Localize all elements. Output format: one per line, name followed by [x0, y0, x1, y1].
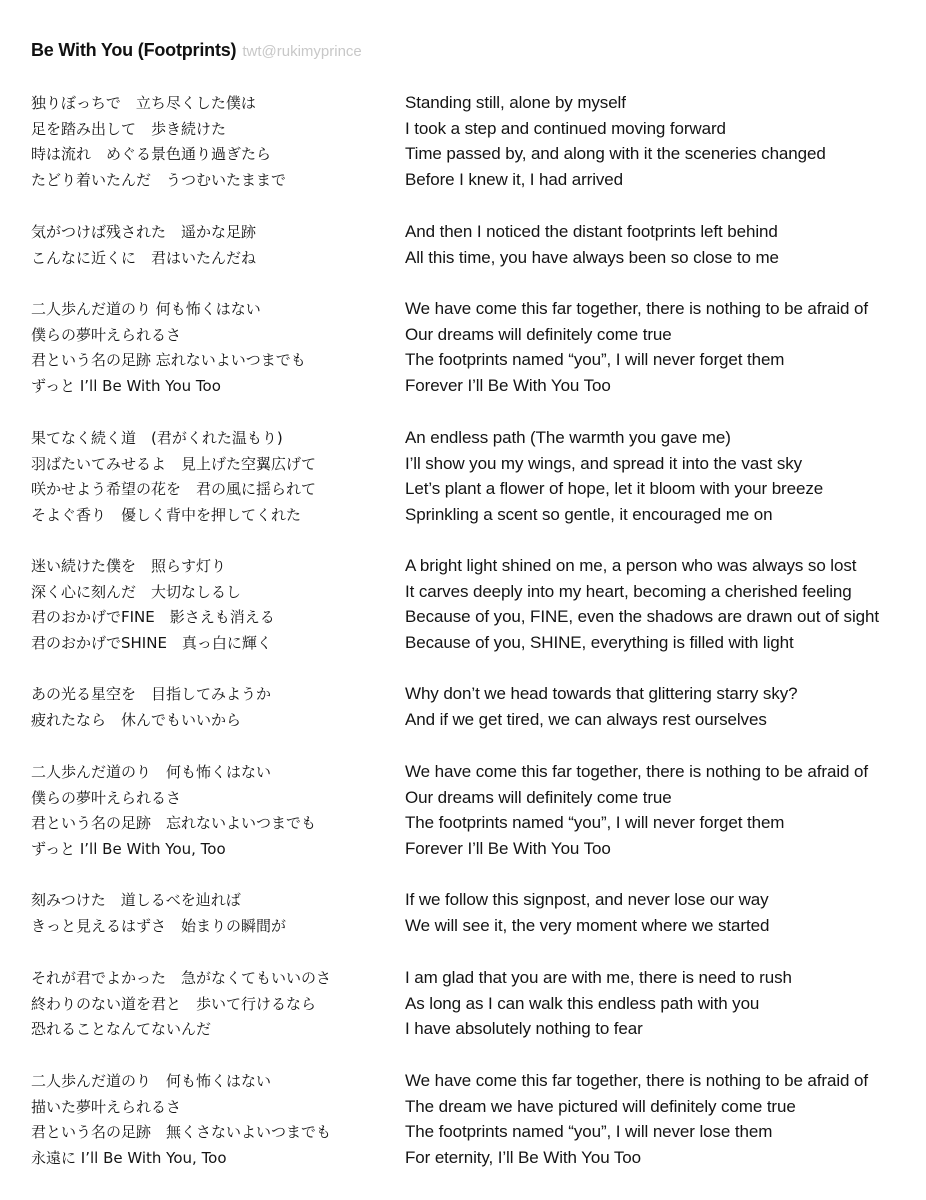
english-translation: All this time, you have always been so close to me [405, 248, 779, 267]
japanese-lyric: あの光る星空を 目指してみようか [31, 685, 272, 703]
japanese-lyric: きっと見えるはずさ 始まりの瞬間が [31, 917, 287, 935]
lyric-line [0, 759, 926, 785]
lyric-line [0, 681, 926, 707]
japanese-lyric: そよぐ香り 優しく背中を押してくれた [31, 506, 302, 524]
japanese-lyric: 果てなく続く道 (君がくれた温もり) [31, 429, 283, 447]
english-translation: Let’s plant a flower of hope, let it bloom with your breeze [405, 479, 824, 498]
japanese-lyric: 二人歩んだ道のり 何も怖くはない [31, 1072, 272, 1090]
lyric-line [0, 373, 926, 399]
japanese-lyric: 気がつけば残された 遥かな足跡 [31, 223, 257, 241]
english-translation: We have come this far together, there is nothing to be afraid of [405, 299, 868, 318]
english-translation: Because of you, FINE, even the shadows are drawn out of sight [405, 607, 879, 626]
japanese-lyric: ずっと I’ll Be With You Too [31, 377, 221, 395]
japanese-lyric: 独りぼっちで 立ち尽くした僕は [31, 94, 256, 112]
english-translation: The footprints named “you”, I will never forget them [405, 813, 785, 832]
japanese-lyric: 深く心に刻んだ 大切なしるし [31, 583, 242, 601]
english-translation: I took a step and continued moving forward [405, 119, 726, 138]
english-translation: Our dreams will definitely come true [405, 325, 672, 344]
translator-credit: twt@rukimyprince [242, 43, 362, 60]
japanese-lyric: 二人歩んだ道のり 何も怖くはない [31, 763, 272, 781]
english-translation: Our dreams will definitely come true [405, 788, 672, 807]
japanese-lyric: 二人歩んだ道のり 何も怖くはない [31, 300, 261, 318]
lyric-line [0, 913, 926, 939]
english-translation: Forever I’ll Be With You Too [405, 839, 611, 858]
lyric-line [0, 1119, 926, 1145]
lyric-line [0, 322, 926, 348]
lyric-line [0, 553, 926, 579]
song-title: Be With You (Footprints) [31, 40, 237, 60]
lyric-line [0, 1145, 926, 1171]
english-translation: We have come this far together, there is nothing to be afraid of [405, 762, 868, 781]
japanese-lyric: 迷い続けた僕を 照らす灯り [31, 557, 227, 575]
lyric-line [0, 1094, 926, 1120]
lyric-line [0, 991, 926, 1017]
japanese-lyric: たどり着いたんだ うつむいたままで [31, 171, 287, 189]
japanese-lyric: 恐れることなんてないんだ [31, 1020, 212, 1038]
japanese-lyric: 永遠に I’ll Be With You, Too [31, 1149, 227, 1167]
japanese-lyric: 君のおかげでSHINE 真っ白に輝く [31, 634, 272, 652]
english-translation: An endless path (The warmth you gave me) [405, 428, 731, 447]
lyric-line [0, 167, 926, 193]
english-translation: It carves deeply into my heart, becoming a cherished feeling [405, 582, 852, 601]
english-translation: Sprinkling a scent so gentle, it encouraged me on [405, 505, 773, 524]
japanese-lyric: 時は流れ めぐる景色通り過ぎたら [31, 145, 272, 163]
lyric-line [0, 502, 926, 528]
english-translation: Forever I’ll Be With You Too [405, 376, 611, 395]
lyric-line [0, 296, 926, 322]
lyric-line [0, 219, 926, 245]
lyric-line [0, 887, 926, 913]
lyric-line [0, 604, 926, 630]
english-translation: The dream we have pictured will definitely come true [405, 1097, 796, 1116]
english-translation: We have come this far together, there is nothing to be afraid of [405, 1071, 868, 1090]
lyric-line [0, 836, 926, 862]
lyric-line [0, 630, 926, 656]
japanese-lyric: ずっと I’ll Be With You, Too [31, 840, 226, 858]
lyric-line [0, 785, 926, 811]
japanese-lyric: 君のおかげでFINE 影さえも消える [31, 608, 275, 626]
lyric-line [0, 90, 926, 116]
english-translation: For eternity, I’ll Be With You Too [405, 1148, 641, 1167]
lyric-line [0, 347, 926, 373]
english-translation: Standing still, alone by myself [405, 93, 626, 112]
english-translation: I’ll show you my wings, and spread it into the vast sky [405, 454, 803, 473]
japanese-lyric: 描いた夢叶えられるさ [31, 1098, 182, 1116]
japanese-lyric: 終わりのない道を君と 歩いて行けるなら [31, 995, 317, 1013]
lyric-line [0, 425, 926, 451]
japanese-lyric: 羽ばたいてみせるよ 見上げた空翼広げて [31, 455, 317, 473]
english-translation: A bright light shined on me, a person who was always so lost [405, 556, 857, 575]
english-translation: The footprints named “you”, I will never lose them [405, 1122, 773, 1141]
lyric-line [0, 810, 926, 836]
english-translation: Before I knew it, I had arrived [405, 170, 624, 189]
lyric-line [0, 965, 926, 991]
lyric-line [0, 707, 926, 733]
english-translation: We will see it, the very moment where we started [405, 916, 770, 935]
japanese-lyric: 僕らの夢叶えられるさ [31, 789, 182, 807]
lyric-line [0, 1016, 926, 1042]
japanese-lyric: 僕らの夢叶えられるさ [31, 326, 182, 344]
japanese-lyric: 疲れたなら 休んでもいいから [31, 711, 242, 729]
lyric-line [0, 451, 926, 477]
english-translation: Why don’t we head towards that glittering starry sky? [405, 684, 798, 703]
english-translation: If we follow this signpost, and never lose our way [405, 890, 769, 909]
english-translation: I am glad that you are with me, there is need to rush [405, 968, 792, 987]
japanese-lyric: 君という名の足跡 忘れないよいつまでも [31, 814, 317, 832]
lyric-line [0, 141, 926, 167]
japanese-lyric: こんなに近くに 君はいたんだね [31, 249, 257, 267]
lyric-line [0, 1068, 926, 1094]
japanese-lyric: 刻みつけた 道しるべを辿れば [31, 891, 241, 909]
english-translation: And then I noticed the distant footprints left behind [405, 222, 778, 241]
lyric-line [0, 245, 926, 271]
english-translation: Because of you, SHINE, everything is filled with light [405, 633, 794, 652]
lyric-line [0, 579, 926, 605]
english-translation: As long as I can walk this endless path with you [405, 994, 760, 1013]
header [31, 40, 362, 68]
japanese-lyric: 君という名の足跡 忘れないよいつまでも [31, 351, 306, 369]
lyric-line [0, 476, 926, 502]
japanese-lyric: 咲かせよう希望の花を 君の風に揺られて [31, 480, 317, 498]
japanese-lyric: 君という名の足跡 無くさないよいつまでも [31, 1123, 332, 1141]
english-translation: And if we get tired, we can always rest ourselves [405, 710, 767, 729]
japanese-lyric: それが君でよかった 急がなくてもいいのさ [31, 969, 332, 987]
japanese-lyric: 足を踏み出して 歩き続けた [31, 120, 227, 138]
lyric-line [0, 116, 926, 142]
english-translation: The footprints named “you”, I will never forget them [405, 350, 785, 369]
english-translation: Time passed by, and along with it the sceneries changed [405, 144, 826, 163]
english-translation: I have absolutely nothing to fear [405, 1019, 643, 1038]
